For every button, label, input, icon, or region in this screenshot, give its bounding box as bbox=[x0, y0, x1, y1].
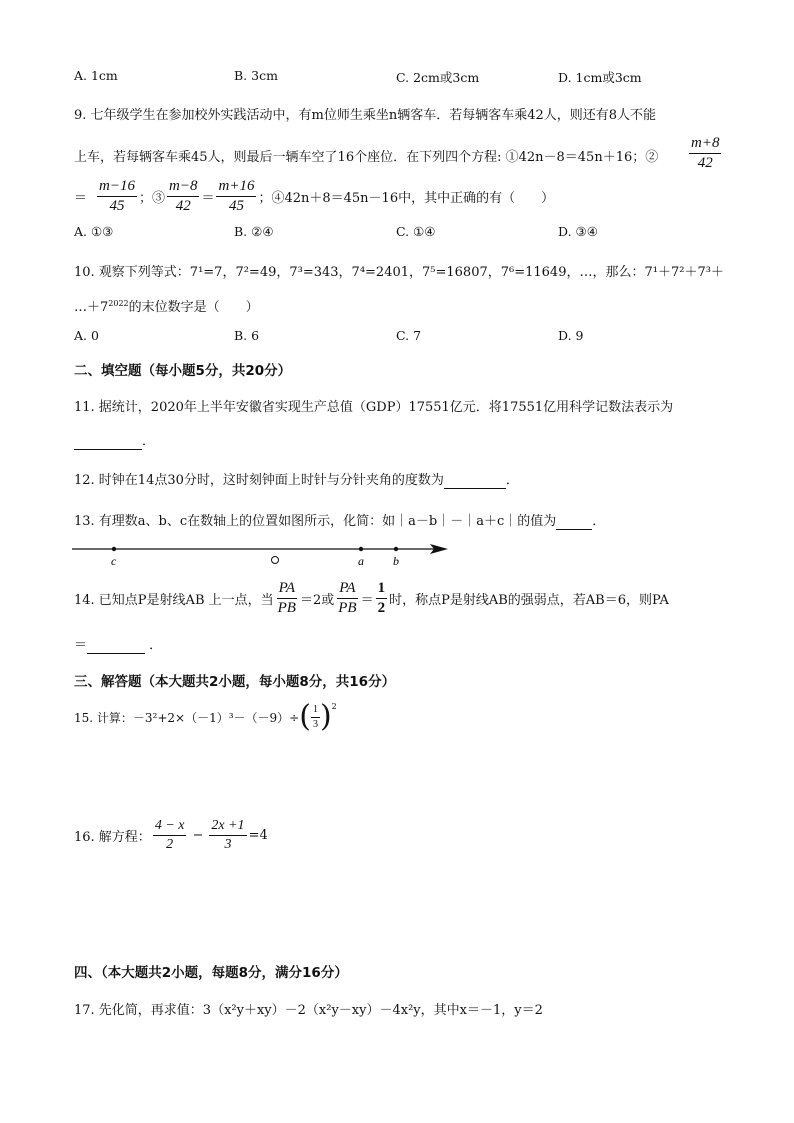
q8-option-d: D. 1cm或3cm bbox=[558, 70, 642, 85]
frac-numerator: 2x +1 bbox=[209, 818, 246, 836]
frac-denominator: 3 bbox=[312, 718, 318, 730]
number-line-figure bbox=[70, 538, 460, 572]
frac-numerator: m+16 bbox=[216, 178, 256, 197]
q17: 17. 先化简，再求值：3（x²y＋xy）－2（x²y－xy）－4x²y，其中x＝－1，y＝2 bbox=[74, 1003, 543, 1018]
q10-exponent: 2022 bbox=[108, 299, 129, 308]
answer-blank[interactable] bbox=[74, 434, 142, 450]
q16-post: =4 bbox=[248, 828, 268, 844]
answer-blank[interactable] bbox=[87, 638, 145, 654]
q9-line3 bbox=[74, 178, 554, 216]
q8-option-b: B. 3cm bbox=[234, 68, 278, 83]
q10-line2 bbox=[74, 296, 259, 315]
q9-sep3: ；③ bbox=[138, 191, 165, 207]
q14-mid2: ＝ bbox=[360, 593, 374, 609]
q9-equals-2: ＝ bbox=[201, 191, 215, 207]
q14-equals: ＝ bbox=[74, 638, 88, 653]
q13-tail: ． bbox=[592, 514, 606, 529]
frac-denominator: 2 bbox=[377, 600, 386, 617]
q9-equals: ＝ bbox=[74, 191, 88, 207]
q16 bbox=[74, 818, 268, 853]
q13 bbox=[74, 510, 605, 530]
frac-denominator: 3 bbox=[224, 837, 232, 853]
q8-option-a: A. 1cm bbox=[74, 68, 118, 83]
frac-denominator: 45 bbox=[228, 198, 244, 215]
answer-blank[interactable] bbox=[444, 473, 506, 489]
q9-option-d: D. ③④ bbox=[558, 224, 598, 239]
origin-marker bbox=[272, 557, 279, 564]
answer-blank[interactable] bbox=[556, 514, 592, 530]
q9-option-c: C. ①④ bbox=[396, 224, 436, 239]
q16-pre: 16. 解方程： bbox=[74, 830, 151, 846]
q15-pre: 15. 计算：－3²+2×（－1）³－（－9）÷ bbox=[74, 710, 300, 725]
q14-mid1: ＝2或 bbox=[299, 593, 335, 609]
q8-option-c: C. 2cm或3cm bbox=[396, 70, 480, 85]
q12-text: 12. 时钟在14点30分时，这时刻钟面上时针与分针夹角的度数为 bbox=[74, 473, 444, 488]
frac-denominator: PB bbox=[338, 600, 357, 617]
section-4-heading: 四、（本大题共2小题，每题8分，满分16分） bbox=[74, 965, 348, 981]
point-a bbox=[359, 547, 363, 551]
label-a: a bbox=[358, 554, 364, 568]
q10-option-c: C. 7 bbox=[396, 328, 422, 343]
q11-tail: ． bbox=[142, 434, 156, 449]
q16-minus: − bbox=[192, 828, 204, 844]
q15 bbox=[74, 699, 337, 734]
q11-line1: 11. 据统计，2020年上半年安徽省实现生产总值（GDP）17551亿元．将17551亿用科学记数法表示为 bbox=[74, 400, 674, 415]
q14-post: 时，称点P是射线AB的强弱点，若AB＝6，则PA bbox=[389, 593, 669, 609]
q10-line2-post: 的末位数字是（ ） bbox=[128, 300, 259, 315]
q10-option-b: B. 6 bbox=[234, 328, 260, 343]
frac-denominator: 2 bbox=[166, 837, 174, 853]
q10-line2-pre: …＋7 bbox=[74, 300, 109, 315]
frac-numerator: PA bbox=[337, 580, 357, 599]
q15-exponent: 2 bbox=[331, 702, 337, 711]
frac-denominator: 42 bbox=[697, 155, 713, 172]
frac-numerator: 1 bbox=[376, 580, 388, 599]
label-b: b bbox=[393, 554, 399, 568]
q14-line1 bbox=[74, 580, 669, 618]
point-c bbox=[112, 547, 116, 551]
frac-numerator: 1 bbox=[311, 704, 320, 718]
frac-numerator: m−8 bbox=[167, 178, 199, 197]
q14-line2 bbox=[74, 634, 162, 654]
frac-numerator: 4 − x bbox=[153, 818, 187, 836]
q10-option-a: A. 0 bbox=[74, 328, 99, 343]
q9-option-b: B. ②④ bbox=[234, 224, 274, 239]
frac-denominator: 42 bbox=[175, 198, 191, 215]
q10-line1: 10. 观察下列等式：7¹=7，7²=49，7³=343，7⁴=2401，7⁵=16807，7⁶=11649，…，那么：7¹＋7²＋7³＋ bbox=[74, 265, 724, 280]
right-paren-icon: ) bbox=[319, 699, 332, 734]
q12-tail: ． bbox=[505, 473, 519, 488]
section-3-heading: 三、解答题（本大题共2小题，每小题8分，共16分） bbox=[74, 674, 396, 690]
q9-tail: ；④42n＋8＝45n－16中，其中正确的有（ ） bbox=[258, 191, 555, 207]
section-2-heading: 二、填空题（每小题5分，共20分） bbox=[74, 363, 292, 379]
left-paren-icon: ( bbox=[299, 699, 311, 734]
q11-line2 bbox=[74, 430, 155, 450]
q9-line1: 9. 七年级学生在参加校外实践活动中，有m位师生乘坐n辆客车．若每辆客车乘42人，则还有8人不能 bbox=[74, 108, 657, 123]
q9-option-a: A. ①③ bbox=[74, 224, 114, 239]
q12 bbox=[74, 469, 519, 489]
frac-denominator: 45 bbox=[109, 198, 125, 215]
q14-tail: ． bbox=[149, 638, 163, 653]
point-b bbox=[394, 547, 398, 551]
frac-denominator: PB bbox=[277, 600, 296, 617]
frac-numerator: m+8 bbox=[689, 135, 721, 154]
q13-text: 13. 有理数a、b、c在数轴上的位置如图所示，化简：如｜a－b｜－｜a＋c｜的值为 bbox=[74, 514, 557, 529]
q10-option-d: D. 9 bbox=[558, 328, 584, 343]
q9-line2: 上车，若每辆客车乘45人，则最后一辆车空了16个座位．在下列四个方程: ①42n－8＝45n＋16；② bbox=[74, 150, 659, 165]
label-c: c bbox=[111, 554, 117, 568]
q9-fraction-1 bbox=[687, 135, 723, 173]
frac-numerator: PA bbox=[277, 580, 297, 599]
q14-pre: 14. 已知点P是射线AB 上一点，当 bbox=[74, 593, 274, 609]
frac-numerator: m−16 bbox=[97, 178, 137, 197]
